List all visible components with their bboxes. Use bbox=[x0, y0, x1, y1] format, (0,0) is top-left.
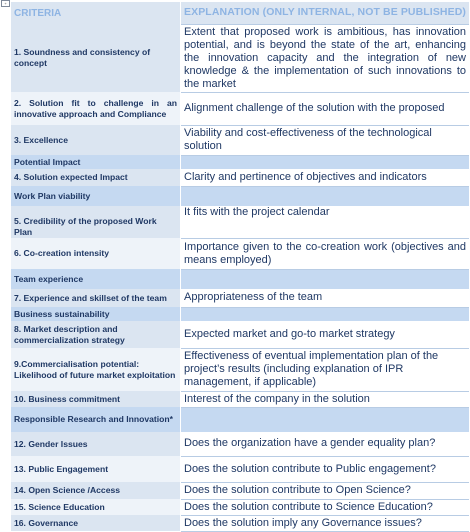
section-empty-cell bbox=[181, 186, 470, 206]
table-row bbox=[11, 289, 469, 307]
table-row bbox=[11, 432, 469, 456]
criterion-cell: 16. Governance bbox=[11, 515, 181, 531]
table-row bbox=[11, 321, 469, 348]
section-title: Team experience bbox=[11, 269, 181, 289]
table-row bbox=[11, 482, 469, 499]
explanation-cell: Clarity and pertinence of objectives and indicators bbox=[181, 169, 470, 186]
explanation-cell: Does the solution contribute to Science Education? bbox=[181, 499, 470, 515]
table-row bbox=[11, 206, 469, 238]
explanation-cell: Does the solution contribute to Open Science? bbox=[181, 482, 470, 499]
table-row bbox=[11, 125, 469, 155]
explanation-cell: Does the organization have a gender equality plan? bbox=[181, 432, 470, 456]
section-empty-cell bbox=[181, 407, 470, 432]
table-row bbox=[11, 499, 469, 515]
criterion-cell: 9.Commercialisation potential: Likelihood of future market exploitation bbox=[11, 348, 181, 391]
table-row bbox=[11, 456, 469, 482]
evaluation-criteria-table bbox=[11, 2, 469, 532]
table-row bbox=[11, 24, 469, 92]
explanation-cell: Appropriateness of the team bbox=[181, 289, 470, 307]
section-empty-cell bbox=[181, 269, 470, 289]
explanation-column-header: EXPLANATION (ONLY INTERNAL, NOT BE PUBLISHED) bbox=[181, 2, 470, 24]
criterion-cell: 13. Public Engagement bbox=[11, 456, 181, 482]
criteria-column-header: CRITERIA bbox=[11, 2, 181, 24]
explanation-cell: Extent that proposed work is ambitious, has innovation potential, and is beyond the state of the art, enhancing the innovation capacity and the integration of new knowledge & the implementation of such innovations to the market bbox=[181, 24, 470, 92]
criterion-cell: 4. Solution expected Impact bbox=[11, 169, 181, 186]
section-row bbox=[11, 155, 469, 169]
section-row bbox=[11, 407, 469, 432]
table-row bbox=[11, 169, 469, 186]
section-row bbox=[11, 307, 469, 321]
section-title: Work Plan viability bbox=[11, 186, 181, 206]
table-row bbox=[11, 515, 469, 531]
criterion-cell: 12. Gender Issues bbox=[11, 432, 181, 456]
table-row bbox=[11, 391, 469, 407]
section-empty-cell bbox=[181, 307, 470, 321]
criterion-cell: 8. Market description and commercialization strategy bbox=[11, 321, 181, 348]
explanation-cell: Viability and cost-effectiveness of the technological solution bbox=[181, 125, 470, 155]
explanation-cell: Expected market and go-to market strategy bbox=[181, 321, 470, 348]
section-row bbox=[11, 186, 469, 206]
section-title: Responsible Research and Innovation* bbox=[11, 407, 181, 432]
table-row bbox=[11, 238, 469, 269]
table-row bbox=[11, 92, 469, 125]
criterion-cell: 2. Solution fit to challenge in an innovative approach and Compliance bbox=[11, 92, 181, 125]
section-row bbox=[11, 269, 469, 289]
criterion-cell: 1. Soundness and consistency of concept bbox=[11, 24, 181, 92]
criterion-cell: 10. Business commitment bbox=[11, 391, 181, 407]
criterion-cell: 7. Experience and skillset of the team bbox=[11, 289, 181, 307]
criterion-cell: 5. Credibility of the proposed Work Plan bbox=[11, 206, 181, 238]
explanation-cell: Alignment challenge of the solution with the proposed bbox=[181, 92, 470, 125]
section-title: Business sustainability bbox=[11, 307, 181, 321]
criterion-cell: 3. Excellence bbox=[11, 125, 181, 155]
explanation-cell: Effectiveness of eventual implementation plan of the project’s results (including explanation of IPR management, if applicable) bbox=[181, 348, 470, 391]
section-title: Potential Impact bbox=[11, 155, 181, 169]
explanation-cell: Does the solution contribute to Public engagement? bbox=[181, 456, 470, 482]
section-empty-cell bbox=[181, 155, 470, 169]
explanation-cell: It fits with the project calendar bbox=[181, 206, 470, 238]
explanation-cell: Importance given to the co-creation work (objectives and means employed) bbox=[181, 238, 470, 269]
explanation-cell: Interest of the company in the solution bbox=[181, 391, 470, 407]
table-row bbox=[11, 348, 469, 391]
explanation-cell: Does the solution imply any Governance issues? bbox=[181, 515, 470, 531]
table-move-handle-icon[interactable]: + bbox=[1, 0, 10, 7]
criterion-cell: 6. Co-creation intensity bbox=[11, 238, 181, 269]
criterion-cell: 15. Science Education bbox=[11, 499, 181, 515]
table-header-row bbox=[11, 2, 469, 24]
criterion-cell: 14. Open Science /Access bbox=[11, 482, 181, 499]
